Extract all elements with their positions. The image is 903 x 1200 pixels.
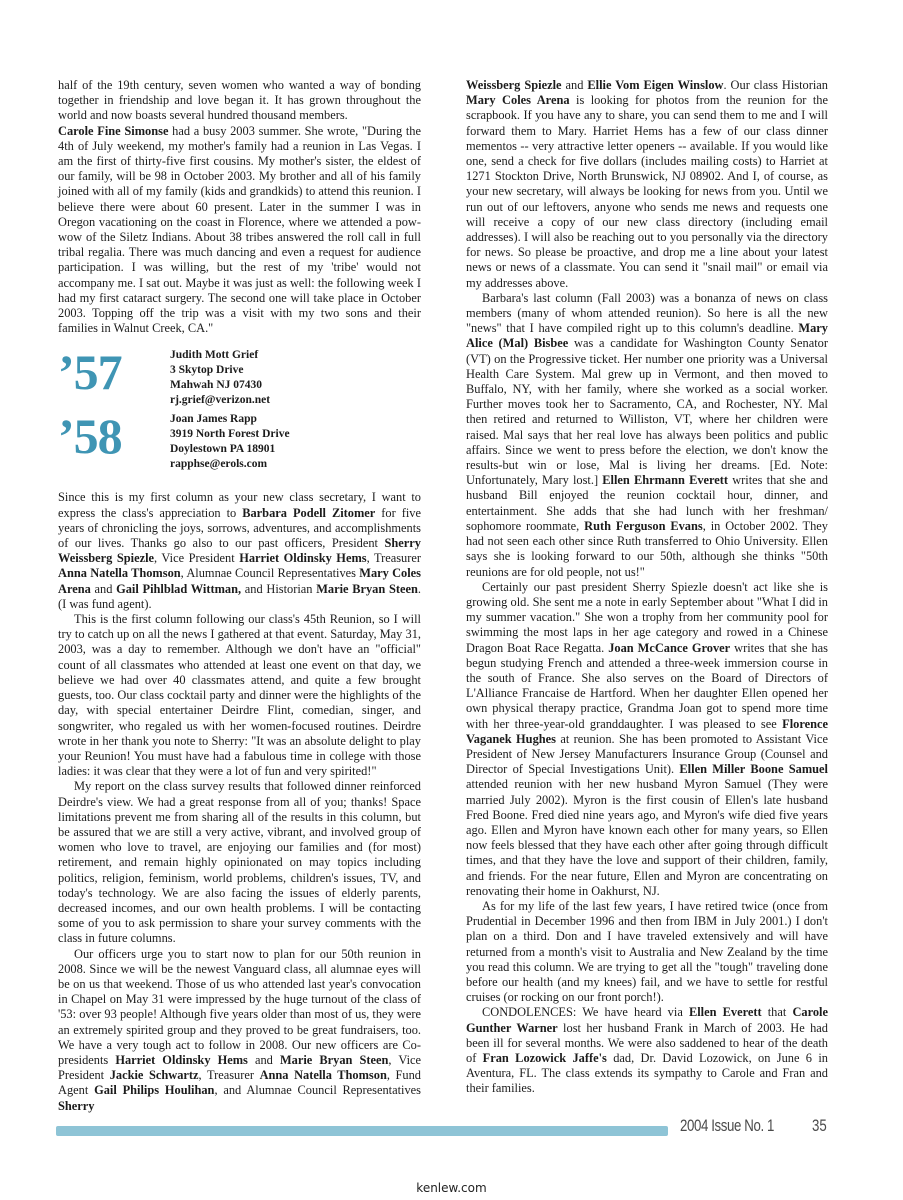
classmate-name: Ellen Miller Boone Samuel (679, 762, 828, 777)
body-text: , Treasurer (198, 1068, 260, 1083)
paragraph (466, 1005, 828, 1096)
body-text: at reunion. She has been promoted to Assistant Vice President of New Jersey Manufacturers Insurance Group (Counsel and Director of Special Investigations Unit). (466, 731, 828, 777)
secretary-email: rj.grief@verizon.net (170, 394, 271, 407)
classmate-name: Jackie Schwartz (109, 1068, 199, 1083)
paragraph: This is the first column following our class's 45th Reunion, so I will try to catch up on all the news I gathered at that event. Saturday, May 31, 2003, was a day to remember. Although we don't have an "official" count of all classmates who attended at least one event on that day, we believe we had over 40 classmates attend, and quite a few brought guests, too. Our class cocktail party and dinner were the highlights of the day, with special entertainer Deirdre Flint, comedian, singer, and songwriter, who regaled us with her women-focused routines. Deirdre wrote in her thank you note to Sherry: "It was an absolute delight to play your Reunion! You must have had a fabulous time in college with those ladies: it was clear that they were a lot of fun and very spirited!" (58, 612, 421, 779)
body-text: for five years of chronicling the joys, sorrows, adventures, and accomplishments of our lives. Thanks go also to our past officers, President (58, 505, 421, 551)
body-text: writes that she has begun studying French and attended a three-week immersion course in the south of France. She also serves on the Board of Directors of L'Alliance Francaise de Hartford. When her daughter Ellen opened her own physical therapy practice, Grandma Joan got to spend more time with her three-year-old granddaughter. I was pleased to see (466, 640, 828, 731)
body-text: Barbara's last column (Fall 2003) was a bonanza of news on class members (many of whom attended reunion). So here is all the new "news" that I have compiled right up to this column's deadline. (466, 290, 828, 336)
paragraph (58, 78, 421, 336)
body-text: Our officers urge you to start now to plan for our 50th reunion in 2008. Since we will be the newest Vanguard class, all alumnae eyes will be on us that weekend. Those of us who attended last year's convocation in Chapel on May 31 were impressed by the huge turnout of the class of '53: over 93 people! Although five years older than most of us, they were an extremely spirited group and they proved to be great fundraisers, too. We have a very tough act to follow in 2008. Our new officers are Co-presidents (58, 946, 421, 1067)
classmate-name: Joan McCance Grover (608, 640, 731, 655)
secretary-street: 3 Skytop Drive (170, 364, 244, 377)
classmate-name: Carole Fine Simonse (58, 123, 169, 138)
paragraph (58, 947, 421, 1114)
secretary-city: Mahwah NJ 07430 (170, 379, 263, 392)
body-text: . (I was fund agent). (58, 581, 421, 611)
classmate-name: Sherry (58, 1098, 95, 1113)
class-58-block (58, 408, 421, 474)
classmate-name: Ellen Ehrmann Everett (602, 473, 729, 488)
secretary-name: Joan James Rapp (170, 413, 257, 426)
body-text: Since this is my first column as your new class secretary, I want to express the class's appreciation to (58, 490, 421, 520)
classmate-name: Weissberg Spiezle (466, 78, 562, 92)
body-text: , Alumnae Council Representatives (180, 566, 360, 581)
classmate-name: Sherry Weissberg Spiezle (58, 536, 421, 566)
body-text: and (247, 1052, 280, 1067)
right-column (466, 78, 828, 1097)
body-text: CONDOLENCES: We have heard via (482, 1005, 689, 1020)
classmate-name: Ruth Ferguson Evans (584, 518, 703, 533)
paragraph (466, 291, 828, 580)
classmate-name: Ellen Everett (688, 1005, 762, 1020)
class-year-58: ’58 (58, 408, 122, 465)
body-text: writes that she and husband Bill enjoyed the reunion cocktail hour, dinner, and entertainment. She adds that she had lunch with her freshman/ sophomore roommate, (466, 473, 828, 533)
classmate-name: Fran Lozowick Jaffe's (482, 1051, 607, 1065)
body-text: , and Alumnae Council Representatives (214, 1083, 421, 1098)
body-text: Certainly our past president Sherry Spiezle doesn't act like she is growing old. She sent me a note in early September about "What I did in my summer vacation." She won a trophy from her community pool for swimming the most laps in her age category and rowed in a Chinese Dragon Boat Race Regatta. (466, 579, 828, 655)
body-text: , Fund Agent (58, 1068, 421, 1098)
footer-rule (56, 1126, 668, 1136)
classmate-name: Marie Bryan Steen (316, 581, 418, 596)
page-number: 35 (812, 1116, 827, 1135)
body-text: and (90, 581, 117, 596)
classmate-name: Harriet Oldinsky Hems (239, 551, 367, 566)
classmate-name: Ellie Vom Eigen Winslow (587, 78, 724, 92)
class-year-57: ’57 (58, 344, 122, 401)
left-column (58, 78, 421, 1114)
watermark: kenlew.com (416, 1181, 487, 1195)
body-text: lost her husband Frank in March of 2003. He had been ill for several months. We were also saddened to hear of the death of (466, 1020, 828, 1065)
body-text: is looking for photos from the reunion for the scrapbook. If you have any to share, you can send them to me and I will forward them to Mary. Harriet Hems has a few of our class dinner mementos -- very attractive letter openers -- available. If you would like one, send a check for five dollars (includes mailing costs) to Harriet at 1271 Stockton Drive, North Brunswick, NJ 08902. And I, of course, as your new secretary, will always be looking for news from you. Until we run out of our leftovers, anyone who sends me news and requests one will receive a copy of our new class directory (including email addresses). I will also be reaching out to you personally via the directory for news. So please be proactive, and drop me a line about your latest news or news of a classmate. You can send it "snail mail" or email via my addresses above. (466, 93, 828, 290)
classmate-name: Mary Alice (Mal) Bisbee (466, 321, 828, 351)
classmate-name: Florence Vaganek Hughes (466, 716, 828, 746)
classmate-name: Mary Coles Arena (58, 566, 422, 596)
body-text: was a candidate for Washington County Senator (VT) on the Progressive ticket. Her number one priority was a Universal Health Care System. Mal grew up in Vermont, and then moved to Buffalo, NY, with her family, where she worked as a social worker. Further moves took her to Sacramento, CA, and Rochester, NY. Mal then retired and returned to Williston, VT, where her children were raised. Mal says that her real love has always been politics and public affairs. Since we went to press before the election, we don't know the results-but win or lose, Mal is living her dreams. [Ed. Note: Unfortunately, Mary lost.] (466, 336, 828, 488)
body-text: attended reunion with her new husband Myron Samuel (They were married July 2002). Myron is the first cousin of Ellen's late husband Fred Boone. Fred died nine years ago, and Myron's wife died five years ago. Ellen and Myron have known each other for many years, so Ellen now feels blessed that they have each other after going through difficult times, and that they have the love and support of their children, family, and friends. For the near future, Ellen and Myron are concentrating on renovating their home in Oakhurst, NJ. (466, 777, 828, 898)
body-text: that (761, 1005, 793, 1020)
paragraph: My report on the class survey results that followed dinner reinforced Deirdre's view. We had a great response from all of you; thanks! Space limitations prevent me from sharing all of the results in this column, but be assured that we are still a very active, vibrant, and involved group of women who love to travel, are enjoying our families and (for most) retirement, and remain highly opinionated on may topics including politics, religion, feminism, world problems, children's issues, TV, and today's technology. We are also facing the issues of elderly parents, decreased incomes, and our own health problems. I will be contacting some of you to ask permission to share your survey comments with the class in future columns. (58, 779, 421, 946)
classmate-name: Gail Philips Houlihan (94, 1083, 215, 1098)
body-text: dad, Dr. David Lozowick, on June 6 in Aventura, FL. The class extends its sympathy to Carole and Fran and their families. (466, 1051, 828, 1096)
paragraph (466, 78, 828, 291)
intro-text: half of the 19th century, seven women who wanted a way of bonding together in friendship and love began it. It has grown throughout the world and now boasts several hundred thousand members. (58, 78, 421, 123)
classmate-name: Mary Coles Arena (466, 93, 570, 108)
secretary-address-58 (170, 412, 290, 472)
secretary-address-57 (170, 348, 270, 408)
classmate-name: Anna Natella Thomson (58, 566, 181, 581)
classmate-name: Gail Pihlblad Wittman, (116, 581, 242, 596)
body-text: and Historian (241, 581, 317, 596)
paragraph: As for my life of the last few years, I have retired twice (once from Prudential in December 1996 and then from IBM in July 2001.) I don't plan on a third. Don and I have traveled extensively and will have returned from a month's visit to Australia and New Zealand by the time you read this column. We are trying to get all the "tough" traveling done before our health (and my knees) fail, and we have to settle for restful cruises (or rocking on our front porch!). (466, 898, 828, 1005)
body-text: , Vice President (58, 1052, 422, 1083)
body-text: and (561, 78, 588, 92)
body-text: . Our class Historian (723, 78, 828, 92)
classmate-name: Harriet Oldinsky Hems (115, 1052, 248, 1067)
issue-label: 2004 Issue No. 1 (680, 1116, 775, 1135)
secretary-email: rapphse@erols.com (170, 458, 268, 471)
class-57-block (58, 344, 421, 410)
paragraph (58, 490, 421, 612)
body-text: , in October 2002. They had not seen each other since Ruth transferred to Ohio University. Ellen says she is looking forward to our 50th, although she thinks "50th reunions are for old people, not us!" (466, 518, 828, 579)
paragraph (466, 580, 828, 899)
secretary-city: Doylestown PA 18901 (170, 443, 276, 456)
secretary-street: 3919 North Forest Drive (170, 428, 290, 441)
classmate-name: Anna Natella Thomson (259, 1068, 387, 1083)
classmate-name: Barbara Podell Zitomer (242, 505, 376, 520)
secretary-name: Judith Mott Grief (170, 349, 259, 362)
body-text: , Treasurer (366, 551, 421, 566)
body-text: had a busy 2003 summer. She wrote, "During the 4th of July weekend, my mother's family had a reunion in Las Vegas. I am the first of thirty-five first cousins. My mother's sister, the eldest of our family, will be 98 in October 2003. My brother and all of his family joined with all of my family (kids and grandkids) to attend this reunion. I believe there were about 60 present. Later in the summer I was in Oregon vacationing on the coast in Florence, where we attended a pow-wow of the Siletz Indians. About 38 tribes answered the roll call in full tribal regalia. There was much dancing and even a request for audience participation. I was willing, but the rest of my 'tribe' would not accompany me. I sat out. Maybe it was just as well: the following week I had my first cataract surgery. The second one will take place in October 2003. Topping off the trip was a visit with my two sons and their families in Walnut Creek, CA." (58, 123, 421, 336)
classmate-name: Marie Bryan Steen (279, 1052, 389, 1067)
classmate-name: Carole Gunther Warner (466, 1005, 828, 1035)
body-text: , Vice President (154, 551, 240, 566)
